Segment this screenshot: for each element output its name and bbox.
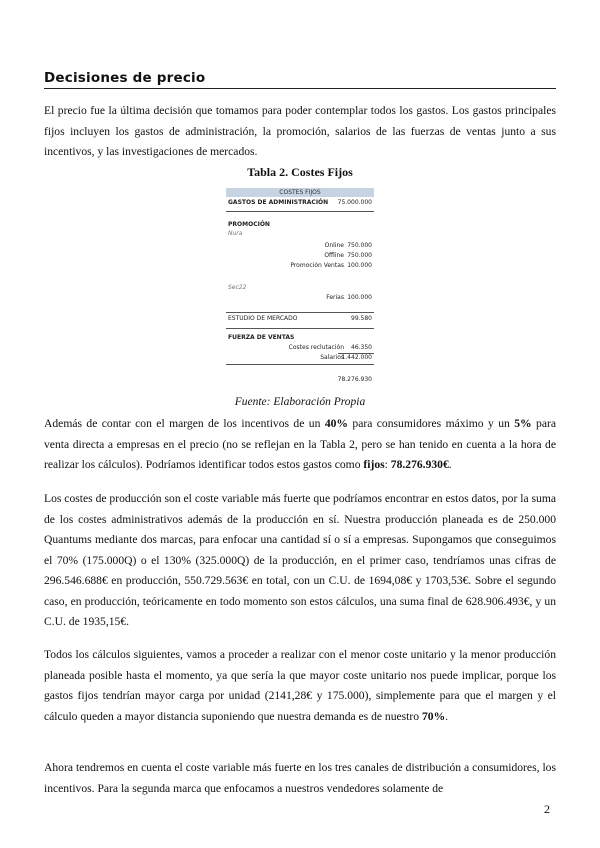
row-brand2 [226, 284, 374, 292]
divider [226, 312, 374, 313]
text-fragment: . [445, 709, 449, 723]
text-fragment: para venta directa a empresas en el precio (no se reflejan en la Tabla 2, pero se han tenido en cuenta a la hora de realizar los cálculos). Podríamos identificar todos estos gastos como [44, 417, 556, 471]
paragraph-incentives [44, 414, 556, 476]
page-number: 2 [544, 802, 550, 816]
table-source: Fuente: Elaboración Propia [234, 396, 366, 408]
paragraph-distribution: Ahora tendremos en cuenta el coste variable más fuerte en los tres canales de distribución a consumidores, los incentivos. Para la segunda marca que enfocamos a nuestros vendedores solamente de [44, 761, 556, 795]
offline-value: 750.000 [347, 252, 372, 259]
divider [226, 211, 374, 212]
table-header: COSTES FIJOS [226, 188, 374, 197]
ferias-value: 100.000 [347, 294, 372, 301]
promo-ventas-value: 100.000 [347, 262, 372, 269]
salarios-value: 1.442.000 [341, 354, 372, 361]
divider [226, 364, 374, 365]
total-value: 78.276.930 [337, 376, 372, 383]
online-value: 750.000 [347, 242, 372, 249]
total-fixed-costs: 78.276.930€ [390, 458, 449, 471]
fijos-word: fijos [363, 458, 385, 471]
text-fragment: : [384, 458, 391, 471]
percent-40: 40% [324, 417, 348, 430]
promo-label: PROMOCIÓN [228, 221, 270, 228]
row-estudio [226, 315, 374, 323]
table-caption: Tabla 2. Costes Fijos [247, 165, 353, 179]
row-brand1 [226, 230, 374, 238]
row-fuerza [226, 334, 374, 342]
admin-label: GASTOS DE ADMINISTRACIÓN [228, 199, 329, 206]
paragraph-production: Los costes de producción son el coste variable más fuerte que podríamos encontrar en estos datos, por la suma de los costes administrativos además de la producción en sí. Nuestra producción planeada es de 250.000 Quantums mediante dos marcas, para enfocar una cantidad sí o sí a empresas. Supongamos que conseguimos el 70% (175.000Q) o el 130% (325.000Q) de la producción, en el primer caso, tendríamos unas cifras de 296.546.688€ en producción, 550.729.563€ en total, con un C.U. de 1694,08€ y 1703,53€. Sobre el segundo caso, en producción, teóricamente en todo momento son estos cálculos, una suma final de 628.906.493€, y un C.U. de 1935,15€. [44, 492, 556, 628]
percent-70: 70% [421, 709, 446, 723]
row-promo-ventas [226, 262, 374, 270]
estudio-value: 99.580 [351, 315, 372, 322]
promo-ventas-label: Promoción Ventas [290, 262, 344, 269]
divider [226, 328, 374, 329]
row-admin [226, 199, 374, 207]
admin-value: 75.000.000 [337, 199, 372, 206]
text-fragment: Además de contar con el margen de los incentivos de un [44, 417, 325, 430]
text-fragment: . [448, 458, 452, 471]
row-ferias [226, 294, 374, 302]
costes-value: 46.350 [351, 344, 372, 351]
fuerza-label: FUERZA DE VENTAS [228, 334, 295, 341]
paragraph-calculations [44, 645, 556, 727]
row-offline [226, 252, 374, 260]
row-online [226, 242, 374, 250]
row-total [226, 376, 374, 384]
section-title: Decisiones de precio [44, 70, 556, 89]
online-label: Online [324, 242, 344, 249]
costes-label: Costes reclutación [288, 344, 344, 351]
row-promo [226, 221, 374, 229]
estudio-label: ESTUDIO DE MERCADO [228, 315, 298, 322]
fixed-costs-table [226, 188, 374, 388]
row-salarios [226, 354, 374, 362]
brand2-label: Sec22 [228, 284, 247, 291]
paragraph-intro: El precio fue la última decisión que tomamos para poder contemplar todos los gastos. Los gastos principales fijos incluyen los gastos de administración, la promoción, salarios de las fuerzas de ventas junto a sus incentivos, y las investigaciones de mercados. [44, 104, 556, 158]
text-fragment: Todos los cálculos siguientes, vamos a proceder a realizar con el menor coste unitario y la menor producción planeada posible hasta el momento, ya que sería la que mayor coste unitario nos puede implicar, porque los gastos fijos tendrían mayor carga por unidad (2141,28€ y 175.000), simplemente para que el margen y el cálculo queden a mayor distancia suponiendo que nuestra demanda es de nuestro [44, 648, 556, 723]
ferias-label: Ferias [326, 294, 344, 301]
offline-label: Offline [324, 252, 344, 259]
brand1-label: Nura [228, 230, 243, 237]
text-fragment: para consumidores máximo y un [348, 417, 515, 430]
row-costes [226, 344, 374, 352]
salarios-label: Salarios [320, 354, 344, 361]
percent-5: 5% [514, 417, 532, 430]
